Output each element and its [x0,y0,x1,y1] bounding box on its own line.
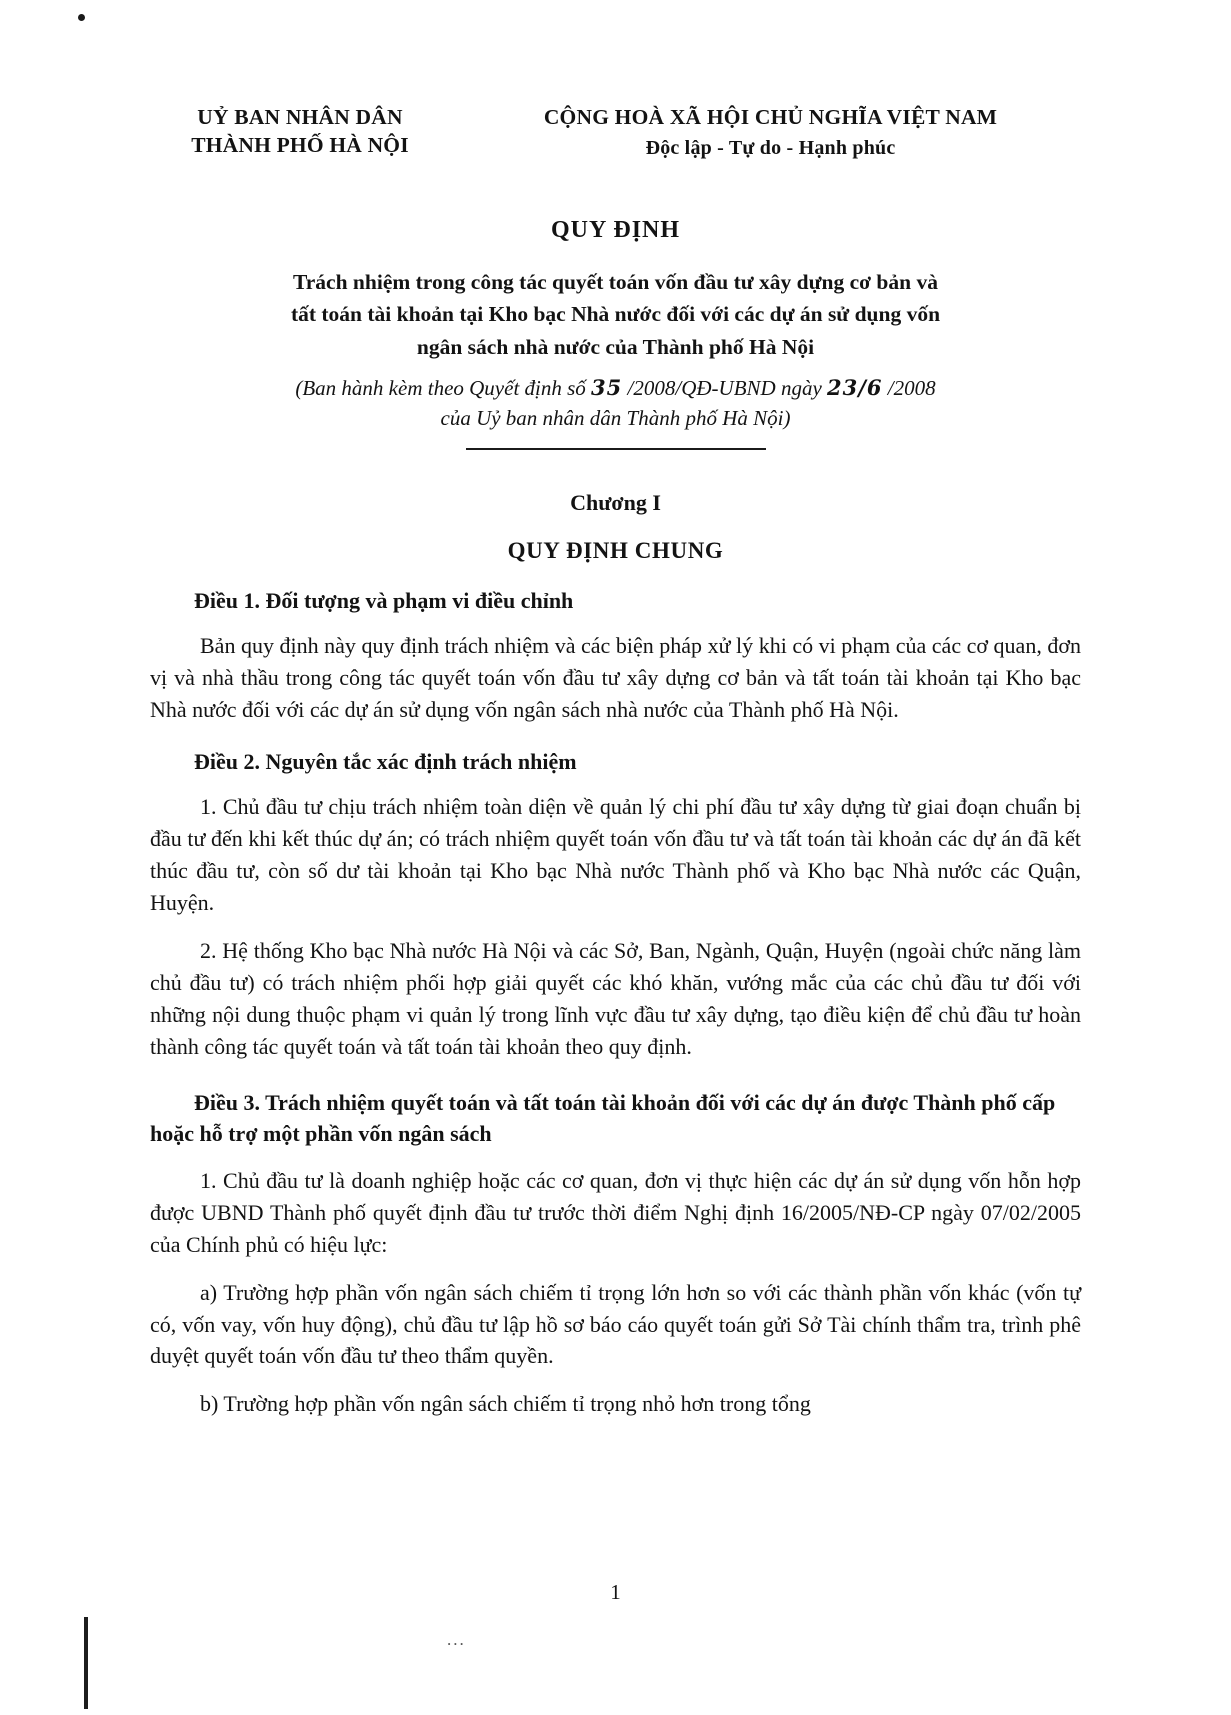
chapter-title: QUY ĐỊNH CHUNG [507,537,724,563]
issuing-reference [150,373,1081,434]
article-3-heading [150,1087,1081,1149]
national-motto: Độc lập - Tự do - Hạnh phúc [645,136,896,159]
issuing-authority-line2: THÀNH PHỐ HÀ NỘI [191,132,409,157]
issuing-reference-middle: /2008/QĐ-UBND ngày [627,375,822,400]
document-subtitle [150,266,1081,363]
document-subtitle-line-2: tất toán tài khoản tại Kho bạc Nhà nước đối với các dự án sử dụng vốn [290,302,941,327]
document-subtitle-line-1: Trách nhiệm trong công tác quyết toán vốn đầu tư xây dựng cơ bản và [293,270,938,295]
decision-date-handwritten: 23/6 [827,374,883,400]
divider [466,448,766,450]
article-2-paragraph-1: 1. Chủ đầu tư chịu trách nhiệm toàn diện về quản lý chi phí đầu tư xây dựng từ giai đoạn chuẩn bị đầu tư đến khi kết thúc dự án; có trách nhiệm quyết toán vốn đầu tư và tất toán tài khoản các dự án đã kết thúc đầu tư, còn số dư tài khoản tại Kho bạc Nhà nước Thành phố và Kho bạc Nhà nước các Quận, Huyện. [150,794,1081,916]
article-1-heading: Điều 1. Đối tượng và phạm vi điều chỉnh [194,587,574,613]
scan-artifact-edge [84,1617,88,1709]
issuing-reference-prefix: (Ban hành kèm theo Quyết định số [295,375,586,400]
article-2-heading: Điều 2. Nguyên tắc xác định trách nhiệm [194,749,577,775]
issuing-reference-suffix: /2008 [887,375,936,400]
article-3-heading-line1: Điều 3. Trách nhiệm quyết toán và tất toán tài khoản đối với các dự [194,1089,827,1115]
decision-number-handwritten: 35 [591,374,623,400]
article-3-heading-line2: án được Thành phố cấp hoặc hỗ trợ một phần vốn ngân sách [150,1089,1056,1146]
issuing-reference-line1 [150,373,1081,403]
issuing-authority-line1: UỶ BAN NHÂN DÂN [197,105,403,129]
article-3-paragraph-1: 1. Chủ đầu tư là doanh nghiệp hoặc các cơ quan, đơn vị thực hiện các dự án sử dụng vốn hỗn hợp được UBND Thành phố quyết định đầu tư trước thời điểm Nghị định 16/2005/NĐ-CP ngày 07/02/2005 của Chính phủ có hiệu lực: [150,1168,1081,1257]
article-3-paragraph-b: b) Trường hợp phần vốn ngân sách chiếm tỉ trọng nhỏ hơn trong tổng [200,1391,811,1417]
article-1-paragraph-1: Bản quy định này quy định trách nhiệm và các biện pháp xử lý khi có vi phạm của các cơ quan, đơn vị và nhà thầu trong công tác quyết toán vốn đầu tư xây dựng cơ bản và tất toán tài khoản tại Kho bạc Nhà nước đối với các dự án sử dụng vốn ngân sách nhà nước của Thành phố Hà Nội. [150,632,1081,722]
article-2-paragraph-2: 2. Hệ thống Kho bạc Nhà nước Hà Nội và các Sở, Ban, Ngành, Quận, Huyện (ngoài chức năng làm chủ đầu tư) có trách nhiệm phối hợp giải quyết các khó khăn, vướng mắc của các chủ đầu tư đối với những nội dung thuộc phạm vi quản lý trong lĩnh vực đầu tư xây dựng, tạo điều kiện để chủ đầu tư hoàn thành công tác quyết toán và tất toán tài khoản theo quy định. [150,937,1081,1059]
scan-artifact-dot [78,14,85,21]
issuing-reference-line2: của Uỷ ban nhân dân Thành phố Hà Nội) [440,406,791,431]
page-number: 1 [610,1580,621,1604]
document-subtitle-line-3: ngân sách nhà nước của Thành phố Hà Nội [416,334,815,359]
scan-artifact-ellipsis: ... [447,1630,466,1649]
article-3-paragraph-a: a) Trường hợp phần vốn ngân sách chiếm tỉ trọng lớn hơn so với các thành phần vốn khác (vốn tự có, vốn vay, vốn huy động), chủ đầu tư lập hồ sơ báo cáo quyết toán gửi Sở Tài chính thẩm tra, trình phê duyệt quyết toán vốn đầu tư theo thẩm quyền. [150,1279,1081,1369]
national-heading [450,104,1081,161]
document-header [150,104,1081,161]
national-heading-line1: CỘNG HOÀ XÃ HỘI CHỦ NGHĨA VIỆT NAM [543,105,998,129]
page-title: QUY ĐỊNH [550,217,681,244]
chapter-label: Chương I [570,489,661,515]
issuing-authority [150,104,450,159]
